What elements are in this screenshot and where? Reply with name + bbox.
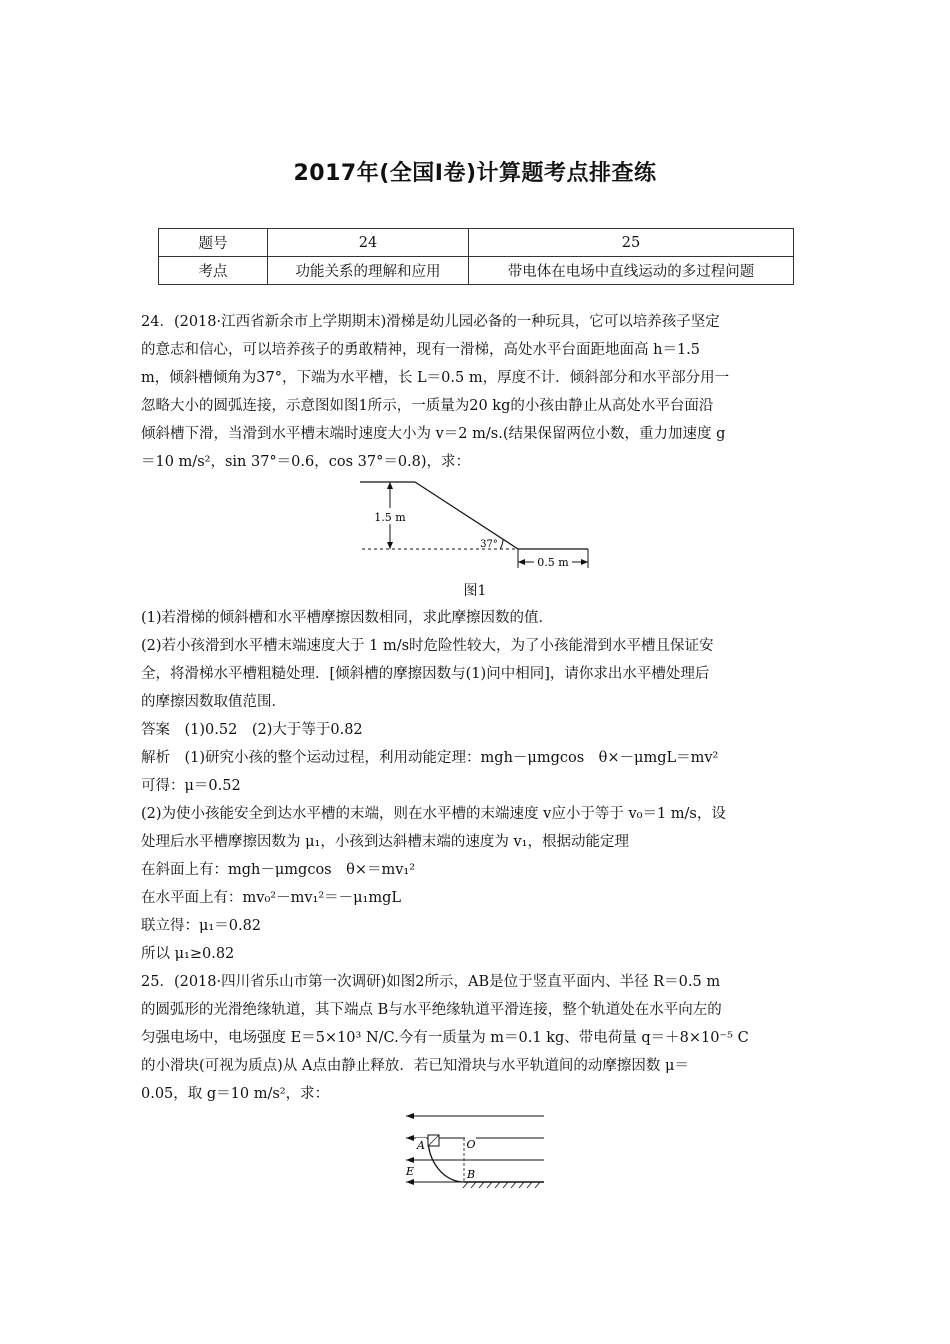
text-line: 在水平面上有：mv₀²－mv₁²＝－μ₁mgL xyxy=(141,890,402,906)
page-title: 2017年(全国Ⅰ卷)计算题考点排查练 xyxy=(293,161,657,186)
text-line: 解析 (1)研究小孩的整个运动过程，利用动能定理：mgh－μmgcos θ×－μmgL＝mv² xyxy=(141,750,719,766)
text-line: 的摩擦因数取值范围． xyxy=(141,694,286,710)
table-cell: 25 xyxy=(469,229,794,257)
text-line: 忽略大小的圆弧连接，示意图如图1所示，一质量为20 kg的小孩由静止从高处水平台面沿 xyxy=(141,398,714,414)
table-cell: 带电体在电场中直线运动的多过程问题 xyxy=(469,257,794,285)
table-cell: 24 xyxy=(268,229,469,257)
length-label: 0.5 m xyxy=(537,556,569,569)
label-o: O xyxy=(466,1138,476,1151)
text-line: 处理后水平槽摩擦因数为 μ₁，小孩到达斜槽末端的速度为 v₁，根据动能定理 xyxy=(141,834,629,850)
angle-label: 37° xyxy=(480,539,498,550)
text-line: 0.05，取 g＝10 m/s²，求： xyxy=(141,1086,330,1102)
q24-stem xyxy=(141,308,811,476)
text-line: 的小滑块(可视为质点)从 A点由静止释放．若已知滑块与水平轨道间的动摩擦因数 μ＝ xyxy=(141,1058,689,1074)
text-line: 倾斜槽下滑，当滑到水平槽末端时速度大小为 v＝2 m/s.(结果保留两位小数，重力加速度 g xyxy=(141,426,726,442)
figure-2-field-track-diagram xyxy=(400,1108,550,1190)
text-line: 全，将滑梯水平槽粗糙处理．[倾斜槽的摩擦因数与(1)问中相同]，请你求出水平槽处理后 xyxy=(141,666,710,682)
height-label: 1.5 m xyxy=(374,511,406,524)
text-line: (2)为使小孩能安全到达水平槽的末端，则在水平槽的末端速度 v应小于等于 v₀＝1 m/s，设 xyxy=(141,806,726,822)
q24-body xyxy=(141,604,811,968)
text-line: 匀强电场中，电场强度 E＝5×10³ N/C.今有一质量为 m＝0.1 kg、带电荷量 q＝＋8×10⁻⁵ C xyxy=(141,1030,749,1046)
text-line: 的意志和信心，可以培养孩子的勇敢精神，现有一滑梯，高处水平台面距地面高 h＝1.5 xyxy=(141,342,701,358)
text-line: (2)若小孩滑到水平槽末端速度大于 1 m/s时危险性较大，为了小孩能滑到水平槽且保证安 xyxy=(141,638,714,654)
label-e: E xyxy=(405,1165,415,1178)
text-line: (1)若滑梯的倾斜槽和水平槽摩擦因数相同，求此摩擦因数的值． xyxy=(141,610,554,626)
table-header-row xyxy=(159,229,794,257)
table-cell: 题号 xyxy=(159,229,268,257)
q25-stem xyxy=(141,968,811,1108)
label-a: A xyxy=(417,1139,425,1152)
text-line: 在斜面上有：mgh－μmgcos θ×＝mv₁² xyxy=(141,862,416,878)
table-cell: 考点 xyxy=(159,257,268,285)
figure-1-caption: 图1 xyxy=(463,583,487,599)
topic-table xyxy=(158,228,794,285)
text-line: 可得：μ＝0.52 xyxy=(141,778,241,794)
answer: 答案 (1)0.52 (2)大于等于0.82 xyxy=(141,722,363,738)
text-line: 的圆弧形的光滑绝缘轨道，其下端点 B与水平绝缘轨道平滑连接，整个轨道处在水平向左的 xyxy=(141,1002,722,1018)
label-b: B xyxy=(466,1168,476,1181)
text-line: 24．(2018·江西省新余市上学期期末)滑梯是幼儿园必备的一种玩具，它可以培养孩子坚定 xyxy=(141,314,720,330)
text-line: ＝10 m/s²，sin 37°＝0.6，cos 37°＝0.8)，求： xyxy=(141,454,471,470)
figure-1-slide-diagram xyxy=(360,476,600,576)
text-line: m，倾斜槽倾角为37°，下端为水平槽，长 L＝0.5 m，厚度不计．倾斜部分和水平部分用一 xyxy=(141,370,730,386)
text-line: 25．(2018·四川省乐山市第一次调研)如图2所示，AB是位于竖直平面内、半径 R＝0.5 m xyxy=(141,974,721,990)
text-line: 所以 μ₁≥0.82 xyxy=(141,946,235,962)
table-row xyxy=(159,257,794,285)
table-cell: 功能关系的理解和应用 xyxy=(268,257,469,285)
text-line: 联立得：μ₁＝0.82 xyxy=(141,918,262,934)
